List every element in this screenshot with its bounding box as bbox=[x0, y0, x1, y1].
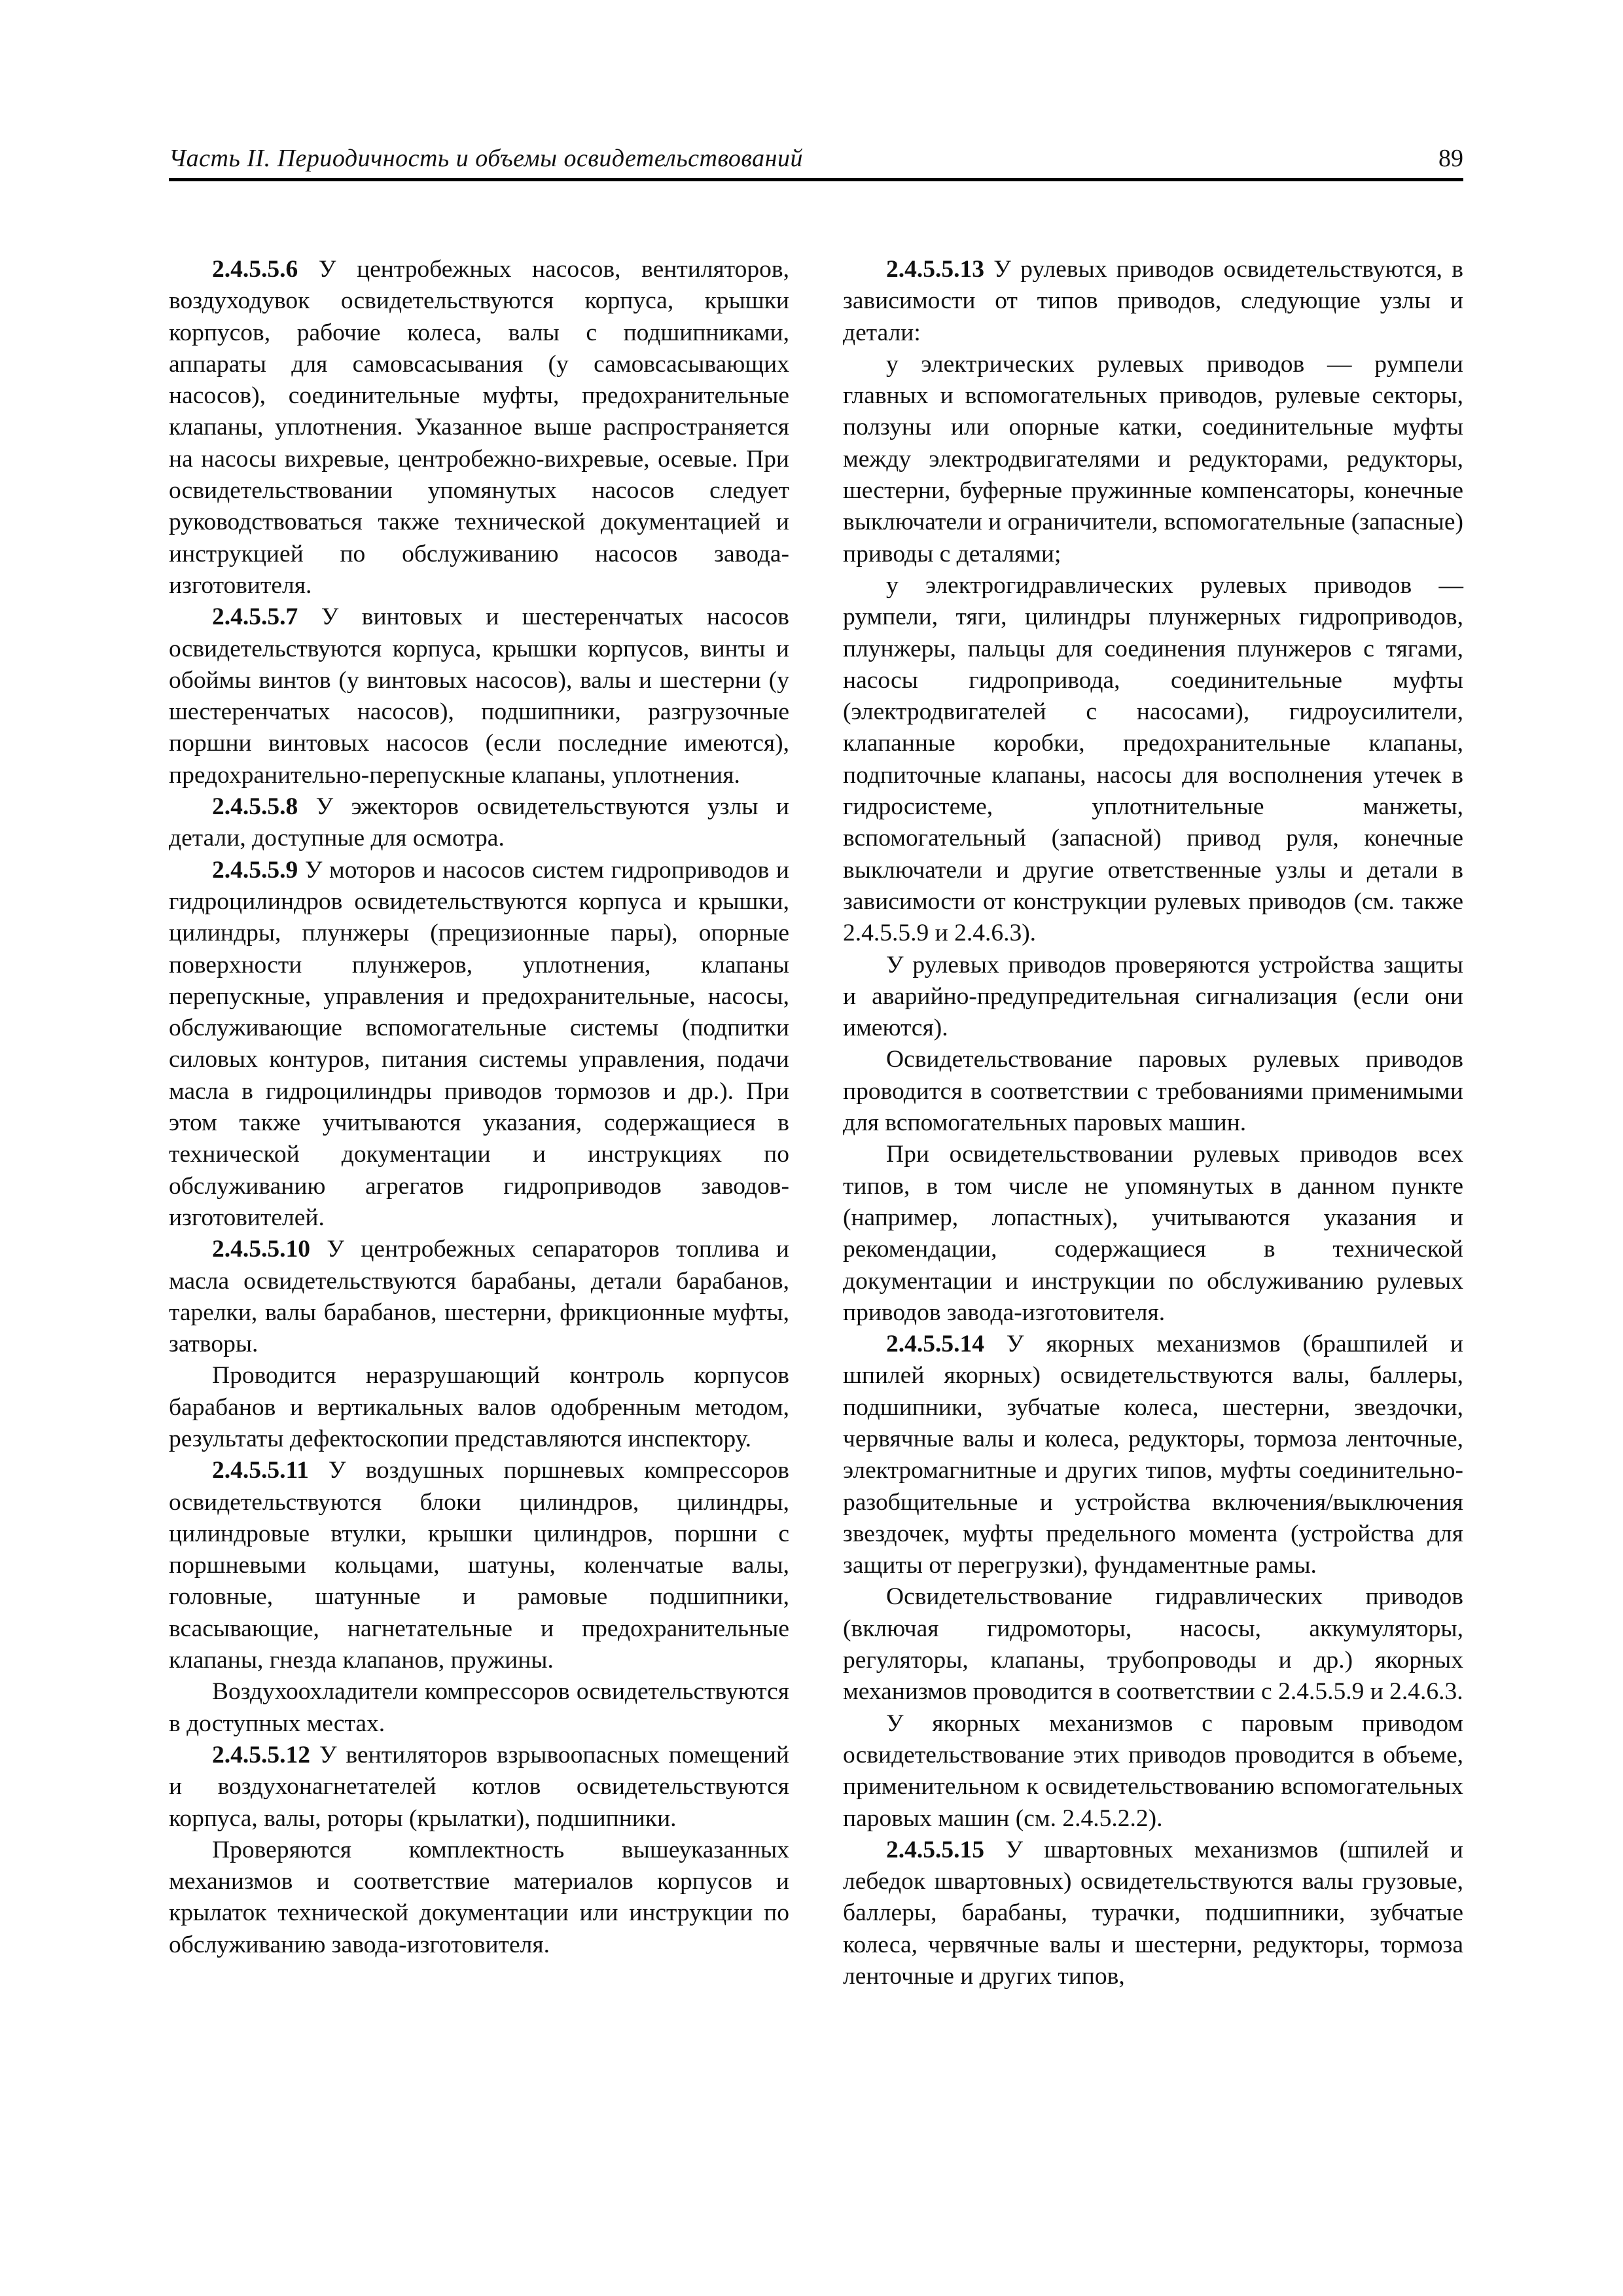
paragraph-text: У центробежных сепараторов топлива и масла освидетельствуются барабаны, детали барабанов, тарелки, валы барабанов, шестерни, фрикционные муфты, затворы. bbox=[169, 1236, 789, 1358]
paragraph-text: При освидетельствовании рулевых приводов всех типов, в том числе не упомянутых в данном пункте (например, лопастных), учитываются указания и рекомендации, содержащиеся в технической документации и инструкции по обслуживанию рулевых приводов завода-изготовителя. bbox=[843, 1141, 1463, 1326]
paragraph-text: У вентиляторов взрывоопасных помещений и воздухонагнетателей котлов освидетельствуются корпуса, валы, роторы (крылатки), подшипники. bbox=[169, 1741, 789, 1832]
paragraph bbox=[169, 855, 789, 1234]
clause-number: 2.4.5.5.6 bbox=[212, 256, 298, 283]
paragraph-text: У моторов и насосов систем гидроприводов и гидроцилиндров освидетельствуются корпуса и крышки, цилиндры, плунжеры (прецизионные пары), опорные поверхности плунжеров, уплотнения, клапаны перепускные, управления и предохранительные, насосы, обслуживающие вспомогательные системы (подпитки силовых контуров, питания системы управления, подачи масла в гидроцилиндры приводов тормозов и др.). При этом также учитываются указания, содержащиеся в технической документации и инструкциях по обслуживанию агрегатов гидроприводов заводов-изготовителей. bbox=[169, 856, 789, 1231]
paragraph bbox=[169, 1676, 789, 1740]
paragraph bbox=[843, 1581, 1463, 1708]
paragraph bbox=[843, 1708, 1463, 1835]
paragraph-text: У эжекторов освидетельствуются узлы и детали, доступные для осмотра. bbox=[169, 793, 789, 852]
paragraph-text: У центробежных насосов, вентиляторов, воздуходувок освидетельствуются корпуса, крышки корпусов, рабочие колеса, валы с подшипниками, аппараты для самовсасывания (у самовсасывающих насосов), соединительные муфты, предохранительные клапаны, уплотнения. Указанное выше распространяется на насосы вихревые, центробежно-вихревые, осевые. При освидетельствовании упомянутых насосов следует руководствоваться также технической документацией и инструкцией по обслуживанию насосов завода-изготовителя. bbox=[169, 256, 789, 599]
paragraph-text: у электрических рулевых приводов — румпели главных и вспомогательных приводов, рулевые секторы, ползуны или опорные катки, соединительные муфты между электродвигателями и редукторами, редукторы, шестерни, буферные пружинные компенсаторы, конечные выключатели и ограничители, вспомогательные (запасные) приводы с деталями; bbox=[843, 350, 1463, 567]
paragraph bbox=[843, 1329, 1463, 1581]
paragraph-text: Воздухоохладители компрессоров освидетельствуются в доступных местах. bbox=[169, 1678, 789, 1737]
clause-number: 2.4.5.5.12 bbox=[212, 1741, 310, 1768]
paragraph-text: У якорных механизмов с паровым приводом освидетельствование этих приводов проводится в объеме, применительном к освидетельствованию вспомогательных паровых машин (см. 2.4.5.2.2). bbox=[843, 1710, 1463, 1832]
paragraph-text: у электрогидравлических рулевых приводов — румпели, тяги, цилиндры плунжерных гидроприводов, плунжеры, пальцы для соединения плунжеров с тягами, насосы гидропривода, соединительные муфты (электродвигателей с насосами), гидроусилители, клапанные коробки, предохранительные клапаны, подпиточные клапаны, насосы для восполнения утечек в гидросистеме, уплотнительные манжеты, вспомогательный (запасной) привод руля, конечные выключатели и другие ответственные узлы и детали в зависимости от конструкции рулевых приводов (см. также 2.4.5.5.9 и 2.4.6.3). bbox=[843, 571, 1463, 947]
left-column bbox=[169, 254, 789, 1961]
paragraph-text: У якорных механизмов (брашпилей и шпилей якорных) освидетельствуются валы, баллеры, подшипники, зубчатые колеса, шестерни, звездочки, червячные валы и колеса, редукторы, тормоза ленточные, электромагнитные и других типов, муфты соединительно-разобщительные и устройства включения/выключения звездочек, муфты предельного момента (устройства для защиты от перегрузки), фундаментные рамы. bbox=[843, 1331, 1463, 1579]
paragraph-text: У рулевых приводов освидетельствуются, в зависимости от типов приводов, следующие узлы и детали: bbox=[843, 256, 1463, 346]
clause-number: 2.4.5.5.8 bbox=[212, 793, 298, 821]
clause-number: 2.4.5.5.10 bbox=[212, 1236, 310, 1263]
paragraph bbox=[169, 1740, 789, 1835]
paragraph-text: У винтовых и шестеренчатых насосов освидетельствуются корпуса, крышки корпусов, винты и обоймы винтов (у винтовых насосов), валы и шестерни (у шестеренчатых насосов), подшипники, разгрузочные поршни винтовых насосов (если последние имеются), предохранительно-перепускные клапаны, уплотнения. bbox=[169, 603, 789, 789]
running-header bbox=[169, 139, 1463, 181]
paragraph-text: У рулевых приводов проверяются устройства защиты и аварийно-предупредительная сигнализация (если они имеются). bbox=[843, 951, 1463, 1042]
page-number: 89 bbox=[1438, 145, 1463, 172]
clause-number: 2.4.5.5.13 bbox=[886, 256, 984, 283]
paragraph bbox=[843, 349, 1463, 570]
running-title: Часть II. Периодичность и объемы освидетельствований bbox=[169, 145, 804, 172]
paragraph bbox=[169, 1835, 789, 1961]
clause-number: 2.4.5.5.14 bbox=[886, 1331, 984, 1358]
paragraph-text: Освидетельствование гидравлических приводов (включая гидромоторы, насосы, аккумуляторы, регуляторы, клапаны, трубопроводы и др.) якорных механизмов проводится в соответствии с 2.4.5.5.9 и 2.4.6.3. bbox=[843, 1583, 1463, 1706]
paragraph bbox=[843, 570, 1463, 950]
paragraph-text: У швартовных механизмов (шпилей и лебедок швартовных) освидетельствуются валы грузовые, баллеры, барабаны, турачки, подшипники, зубчатые колеса, червячные валы и шестерни, редукторы, тормоза ленточные и других типов, bbox=[843, 1836, 1463, 1990]
paragraph bbox=[843, 254, 1463, 349]
paragraph bbox=[843, 950, 1463, 1045]
paragraph-text: Освидетельствование паровых рулевых приводов проводится в соответствии с требованиями применимыми для вспомогательных паровых машин. bbox=[843, 1046, 1463, 1137]
paragraph bbox=[169, 791, 789, 855]
right-column bbox=[843, 254, 1463, 1992]
paragraph bbox=[843, 1044, 1463, 1139]
paragraph bbox=[169, 601, 789, 791]
clause-number: 2.4.5.5.9 bbox=[212, 856, 298, 884]
paragraph-text: Проводится неразрушающий контроль корпусов барабанов и вертикальных валов одобренным методом, результаты дефектоскопии представляются инспектору. bbox=[169, 1362, 789, 1452]
paragraph bbox=[169, 1234, 789, 1360]
paragraph bbox=[169, 254, 789, 601]
paragraph-text: Проверяются комплектность вышеуказанных механизмов и соответствие материалов корпусов и крылаток технической документации или инструкции по обслуживанию завода-изготовителя. bbox=[169, 1836, 789, 1958]
paragraph-text: У воздушных поршневых компрессоров освидетельствуются блоки цилиндров, цилиндры, цилиндровые втулки, крышки цилиндров, поршни с поршневыми кольцами, шатуны, коленчатые валы, головные, шатунные и рамовые подшипники, всасывающие, нагнетательные и предохранительные клапаны, гнезда клапанов, пружины. bbox=[169, 1457, 789, 1674]
paragraph bbox=[843, 1139, 1463, 1329]
paragraph bbox=[843, 1835, 1463, 1992]
clause-number: 2.4.5.5.15 bbox=[886, 1836, 984, 1863]
clause-number: 2.4.5.5.11 bbox=[212, 1457, 309, 1484]
paragraph bbox=[169, 1360, 789, 1455]
clause-number: 2.4.5.5.7 bbox=[212, 603, 298, 631]
paragraph bbox=[169, 1455, 789, 1676]
